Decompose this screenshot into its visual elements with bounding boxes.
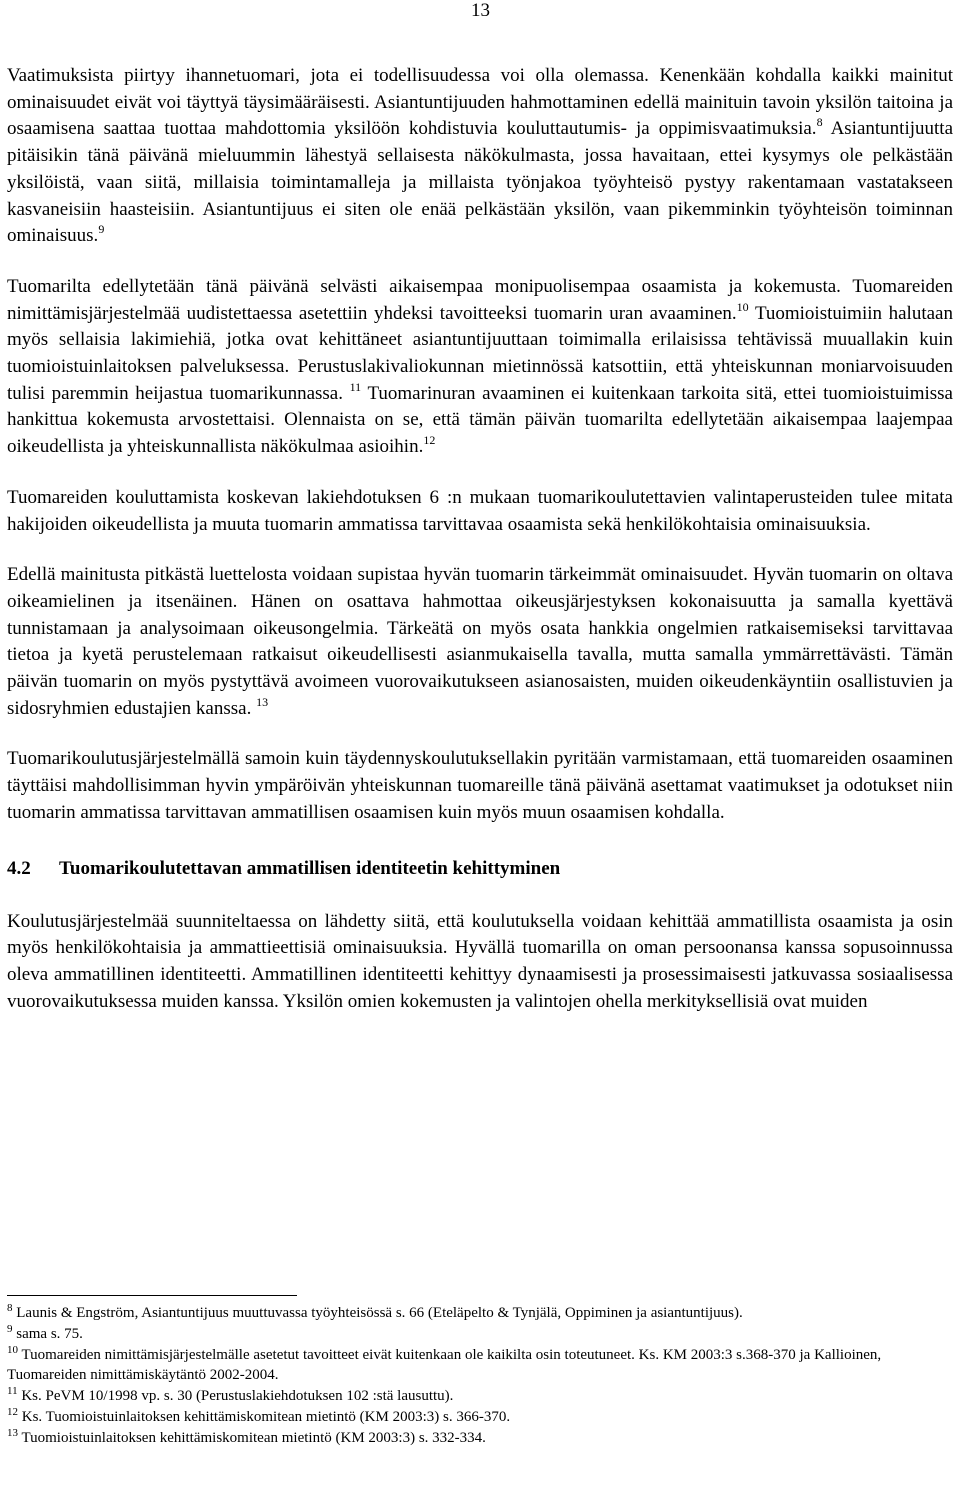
paragraph-text: Tuomarilta edellytetään tänä päivänä selvästi aikaisempaa monipuolisempaa osaamista ja kokemusta. Tuomareiden nimittämisjärjestelmää uudistettaessa asetettiin yhdeksi tavoitteeksi tuomarin uran avaaminen.	[7, 275, 953, 324]
footnote-13	[7, 1428, 953, 1448]
section-heading	[7, 856, 953, 882]
footnote-ref-9[interactable]: 9	[98, 222, 105, 237]
footnote-text: sama s. 75.	[12, 1326, 83, 1342]
footnote-ref-8[interactable]: 8	[816, 115, 823, 130]
footnote-12	[7, 1407, 953, 1427]
footnote-ref-11[interactable]: 11	[349, 379, 362, 394]
paragraph-2	[7, 274, 953, 461]
footnote-text: Ks. PeVM 10/1998 vp. s. 30 (Perustuslakiehdotuksen 102 :stä lausuttu).	[17, 1388, 454, 1404]
paragraph-text: Edellä mainitusta pitkästä luettelosta voidaan supistaa hyvän tuomarin tärkeimmät ominaisuudet. Hyvän tuomarin on oltava oikeamielinen ja itsenäinen. Hänen on osattava hahmottaa oikeusjärjestyksen kokonaisuutta ja samalla kyettävä tunnistamaan ja analysoimaan oikeusongelmia. Tärkeätä on myös osata hankkia ongelmien ratkaisemiseksi tarvittavaa tietoa ja kyetä perustelemaan ratkaisut oikeudellisesti asianmukaisella tavalla, mutta samalla ymmärrettävästi. Tämän päivän tuomarin on myös pystyttävä avoimeen vuorovaikutukseen asianosaisten, muiden oikeudenkäyntiin osallistuvien ja sidosryhmien edustajien kanssa.	[7, 564, 953, 719]
footnote-text: Ks. Tuomioistuinlaitoksen kehittämiskomitean mietintö (KM 2003:3) s. 366-370.	[18, 1409, 511, 1425]
footnote-number: 13	[7, 1427, 18, 1439]
paragraph-text: Asiantuntijuutta pitäisikin tänä päivänä mieluummin lähestyä sellaisesta näkökulmasta, jossa havaitaan, ettei kysymys ole pelkästään yksilöistä, vaan siitä, millaisia toimintamalleja ja millaista työnjakoa työyhteisö pystyy rakentamaan vastatakseen kasvaneisiin haasteisiin. Asiantuntijuus ei siten ole enää pelkästään yksilön, vaan pikemminkin työyhteisön toiminnan ominaisuus.	[7, 118, 953, 247]
footnote-ref-10[interactable]: 10	[736, 299, 749, 314]
page-number: 13	[471, 0, 490, 21]
footnote-10	[7, 1345, 953, 1385]
paragraph-3	[7, 485, 953, 538]
footnote-number: 9	[7, 1323, 13, 1335]
footnote-text: Tuomareiden nimittämisjärjestelmälle asetetut tavoitteet eivät kuitenkaan ole kaikilta osin toteutuneet. Ks. KM 2003:3 s.368-370 ja Kallioinen, Tuomareiden nimittämiskäytäntö 2002-2004.	[7, 1347, 882, 1383]
footnote-divider	[7, 1295, 297, 1296]
footnote-11	[7, 1386, 953, 1406]
footnote-9	[7, 1324, 953, 1344]
footnote-number: 12	[7, 1406, 18, 1418]
main-text	[7, 63, 953, 1015]
paragraph-4	[7, 562, 953, 722]
section-number: 4.2	[7, 857, 31, 879]
footnotes	[7, 1295, 953, 1449]
paragraph-text: Vaatimuksista piirtyy ihannetuomari, jota ei todellisuudessa voi olla olemassa. Kenenkään kohdalla kaikki mainitut ominaisuudet eivät voi täyttyä täysimääräisesti. Asiantuntijuuden hahmottaminen edellä mainituin tavoin yksilön taitoina ja osaamisena saattaa tuottaa mahdottomia yksilöön kohdistuvia kouluttautumis- ja oppimisvaatimuksia.	[7, 65, 953, 140]
paragraph-text: Tuomarinuran avaaminen ei kuitenkaan tarkoita sitä, ettei tuomioistuimissa hankittua kokemusta arvostettaisi. Olennaista on se, että tämän päivän tuomarilta edellytetään aikaisempaa laajempaa oikeudellista ja yhteiskunnallista näkökulmaa asioihin.	[7, 382, 953, 458]
footnote-ref-13[interactable]: 13	[256, 694, 269, 709]
footnote-number: 11	[7, 1385, 18, 1397]
paragraph-text: Tuomareiden kouluttamista koskevan lakiehdotuksen 6 :n mukaan tuomarikoulutettavien valintaperusteiden tulee mitata hakijoiden oikeudellista ja muuta tuomarin ammatissa tarvittavaa osaamista sekä henkilökohtaisia ominaisuuksia.	[7, 486, 953, 535]
section-paragraph: Koulutusjärjestelmää suunniteltaessa on lähdetty siitä, että koulutuksella voidaan kehittää ammatillista osaamista ja osin myös henkilökohtaisia ja ammattieettisiä ominaisuuksia. Hyvällä tuomarilla on oman persoonansa kanssa sopusoinnussa oleva ammatillinen identiteetti. Ammatillinen identiteetti kehittyy dynaamisesti ja prosessimaisesti jatkuvassa sosiaalisessa vuorovaikutuksessa muiden kanssa. Yksilön omien kokemusten ja valintojen ohella merkityksellisiä ovat muiden	[7, 910, 953, 1012]
footnote-number: 10	[7, 1344, 18, 1356]
paragraph-text: Tuomioistuimiin halutaan myös sellaisia lakimiehiä, jotka ovat kehittäneet asiantuntijuuttaan toimimalla erilaisissa tehtävissä muuallakin kuin tuomioistuinlaitoksen palveluksessa. Perustuslakivaliokunnan mietinnössä katsottiin, että yhteiskunnan moniarvoisuuden tulisi paremmin heijastua tuomarikunnassa.	[7, 302, 953, 404]
footnote-ref-12[interactable]: 12	[423, 433, 436, 448]
footnote-8	[7, 1303, 953, 1323]
paragraph-5	[7, 746, 953, 826]
footnote-text: Launis & Engström, Asiantuntijuus muuttuvassa työyhteisössä s. 66 (Eteläpelto & Tynjälä, Oppiminen ja asiantuntijuus).	[12, 1305, 743, 1321]
section-title: Tuomarikoulutettavan ammatillisen identiteetin kehittyminen	[59, 857, 561, 879]
footnote-number: 8	[7, 1302, 13, 1314]
footnote-text: Tuomioistuinlaitoksen kehittämiskomitean mietintö (KM 2003:3) s. 332-334.	[18, 1430, 486, 1446]
paragraph-1	[7, 63, 953, 250]
paragraph-text: Tuomarikoulutusjärjestelmällä samoin kuin täydennyskoulutuksellakin pyritään varmistamaan, että tuomareiden osaaminen täyttäisi mahdollisimman hyvin ympäröivän yhteiskunnan tuomareille tänä päivänä asettamat vaatimukset ja odotukset niin tuomarin ammatissa tarvittavan ammatillisen osaamisen kuin myös muun osaamisen kohdalla.	[7, 748, 953, 823]
